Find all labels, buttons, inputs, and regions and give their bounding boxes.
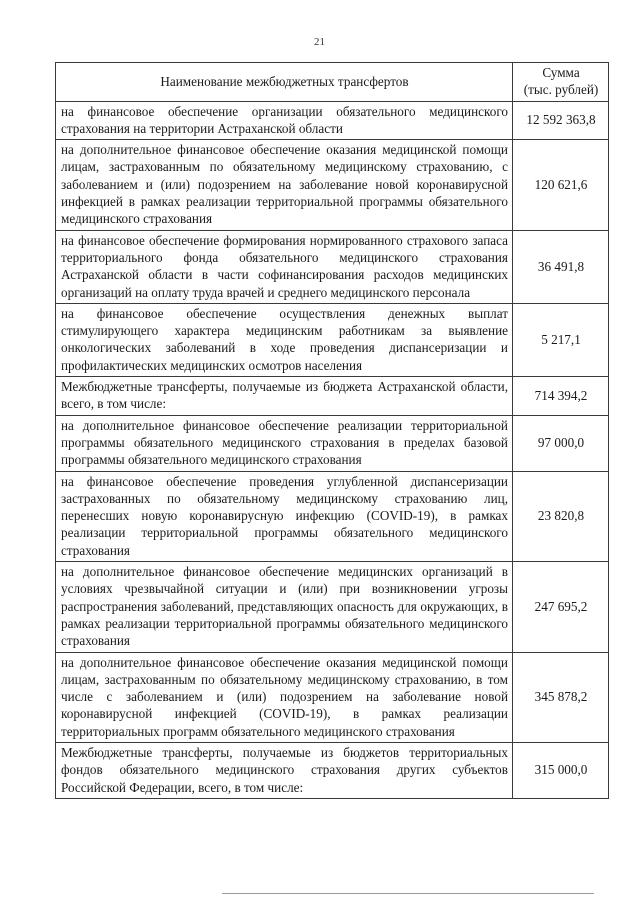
row-name-cell: на финансовое обеспечение организации обязательного медицинского страхования на территории Астраханской области [56,101,513,140]
table-row [56,415,609,471]
table-row [56,230,609,303]
page-number: 21 [314,36,325,48]
header-sum-label: Сумма [542,65,580,80]
table-row [56,377,609,416]
row-amount-cell: 5 217,1 [513,303,609,376]
row-amount-cell: 36 491,8 [513,230,609,303]
row-amount-cell: 345 878,2 [513,652,609,742]
table-row [56,303,609,376]
interbudget-transfers-table [55,62,609,799]
row-name-cell: на дополнительное финансовое обеспечение оказания медицинской помощи лицам, застрахованным по обязательному медицинскому страхованию, с заболеванием и (или) подозрением на заболевание новой коронавирусной инфекцией в рамках реализации территориальной программы обязательного медицинского страхования [56,140,513,230]
row-amount-cell: 315 000,0 [513,742,609,798]
row-amount-cell: 714 394,2 [513,377,609,416]
row-name-cell: Межбюджетные трансферты, получаемые из бюджета Астраханской области, всего, в том числе: [56,377,513,416]
table-row [56,140,609,230]
row-name-cell: на финансовое обеспечение осуществления денежных выплат стимулирующего характера медицинским работникам за выявление онкологических заболеваний в ходе проведения диспансеризации и профилактических медицинских осмотров населения [56,303,513,376]
table-row [56,101,609,140]
header-name-cell: Наименование межбюджетных трансфертов [56,63,513,102]
row-name-cell: на финансовое обеспечение формирования нормированного страхового запаса территориального фонда обязательного медицинского страхования Астраханской области в части софинансирования расходов медицинских организаций на оплату труда врачей и среднего медицинского персонала [56,230,513,303]
row-name-cell: на дополнительное финансовое обеспечение оказания медицинской помощи лицам, застрахованным по обязательному медицинскому страхованию, в том числе с заболеванием и (или) подозрением на заболевание новой коронавирусной инфекцией (COVID-19), в рамках реализации территориальных программ обязательного медицинского страхования [56,652,513,742]
row-amount-cell: 247 695,2 [513,562,609,652]
row-name-cell: на дополнительное финансовое обеспечение реализации территориальной программы обязательного медицинского страхования в пределах базовой программы обязательного медицинского страхования [56,415,513,471]
row-amount-cell: 120 621,6 [513,140,609,230]
header-sum-unit: (тыс. рублей) [523,82,599,98]
table-row [56,652,609,742]
row-name-cell: Межбюджетные трансферты, получаемые из бюджетов территориальных фондов обязательного медицинского страхования других субъектов Российской Федерации, всего, в том числе: [56,742,513,798]
table-header-row [56,63,609,102]
table-row [56,471,609,561]
scan-edge-line [222,893,594,894]
table-row [56,562,609,652]
table-row [56,742,609,798]
row-amount-cell: 12 592 363,8 [513,101,609,140]
row-amount-cell: 97 000,0 [513,415,609,471]
row-name-cell: на дополнительное финансовое обеспечение медицинских организаций в условиях чрезвычайной ситуации и (или) при возникновении угрозы распространения заболеваний, представляющих опасность для окружающих, в рамках реализации территориальной программы обязательного медицинского страхования [56,562,513,652]
row-name-cell: на финансовое обеспечение проведения углубленной диспансеризации застрахованных по обязательному медицинскому страхованию лиц, перенесших новую коронавирусную инфекцию (COVID-19), в рамках реализации территориальной программы обязательного медицинского страхования [56,471,513,561]
row-amount-cell: 23 820,8 [513,471,609,561]
header-sum-cell [513,63,609,102]
